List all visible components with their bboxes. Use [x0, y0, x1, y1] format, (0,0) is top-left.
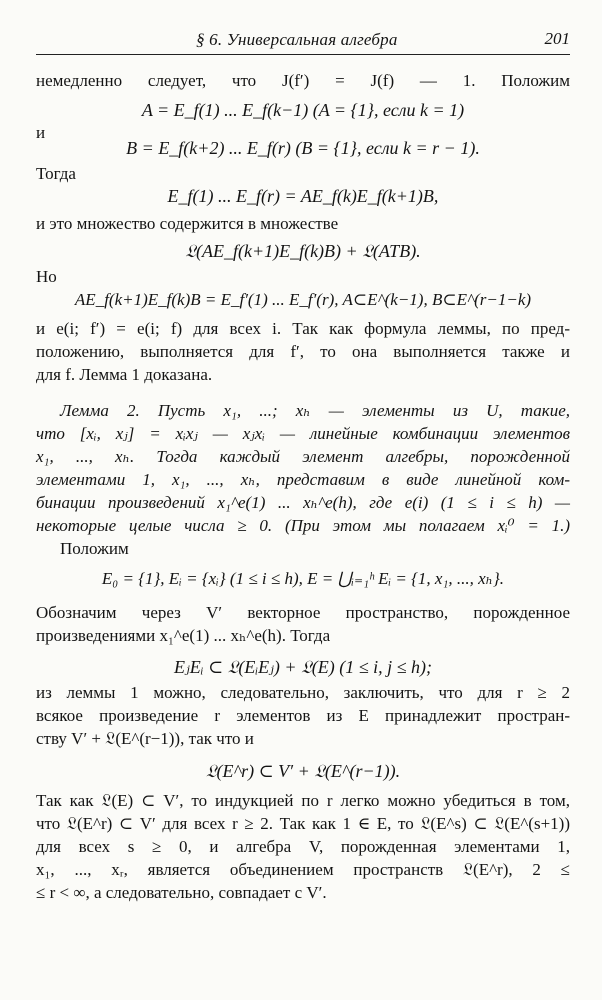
lemma-2-line: некоторые целые числа ≥ 0. (При этом мы полагаем xᵢ⁰ = 1.) [36, 516, 570, 535]
text-line: и [36, 123, 46, 142]
text-line: что 𝔏(E^r) ⊂ V′ для всех r ≥ 2. Так как 1 ∈ E, то 𝔏(E^s) ⊂ 𝔏(E^(s+1)) [36, 814, 570, 833]
running-header [36, 28, 570, 55]
text-line: для f. Лемма 1 доказана. [36, 365, 213, 384]
text-line: Обозначим через V′ векторное пространство, порожденное [36, 603, 570, 622]
text-line: x₁, ..., xᵣ, является объединением пространств 𝔏(E^r), 2 ≤ [36, 860, 570, 879]
formula-B: B = E_f(k+2) ... E_f(r) (B = {1}, если k = r − 1). [126, 138, 480, 158]
text-line: для всех s ≥ 0, и алгебра V, порожденная элементами 1, [36, 837, 570, 856]
text-line: Тогда [36, 164, 76, 183]
text-line: произведениями x₁^e(1) ... xₕ^e(h). Тогда [36, 626, 331, 645]
lemma-2-line: что [xᵢ, xⱼ] = xᵢxⱼ — xⱼxᵢ — линейные комбинации элементов [36, 424, 570, 443]
formula-A: A = E_f(1) ... E_f(k−1) (A = {1}, если k = 1) [141, 100, 465, 120]
text-line: и e(i; f′) = e(i; f) для всех i. Так как формула леммы, по пред- [36, 319, 570, 338]
page-number: 201 [544, 29, 570, 48]
text-line: ству V′ + 𝔏(E^(r−1)), так что и [36, 729, 254, 748]
formula-commutator: EⱼEᵢ ⊂ 𝔏(EᵢEⱼ) + 𝔏(E) (1 ≤ i, j ≤ h); [174, 657, 432, 677]
section-title: § 6. Универсальная алгебра [196, 30, 398, 49]
text-line: из леммы 1 можно, следовательно, заключить, что для r ≥ 2 [36, 683, 570, 702]
text-line: и это множество содержится в множестве [36, 214, 339, 233]
formula-inclusion: 𝔏(E^r) ⊂ V′ + 𝔏(E^(r−1)). [205, 761, 401, 781]
formula-product: E_f(1) ... E_f(r) = AE_f(k)E_f(k+1)B, [167, 186, 439, 206]
lemma-2-line: Лемма 2. Пусть x₁, ...; xₕ — элементы из U, такие, [60, 401, 570, 420]
text-line: немедленно следует, что J(f′) = J(f) — 1. Положим [36, 71, 570, 90]
lemma-2-line: бинации произведений x₁^e(1) ... xₕ^e(h), где e(i) (1 ≤ i ≤ h) — [36, 493, 570, 512]
text-line: Так как 𝔏(E) ⊂ V′, то индукцией по r легко можно убедиться в том, [36, 791, 570, 810]
lemma-2-line: элементами 1, x₁, ..., xₕ, представим в виде линейной ком- [36, 470, 570, 489]
formula-swap: AE_f(k+1)E_f(k)B = E_f′(1) ... E_f′(r), A⊂E^(k−1), B⊂E^(r−1−k) [74, 290, 532, 309]
formula-span: 𝔏(AE_f(k+1)E_f(k)B) + 𝔏(ATB). [185, 241, 421, 261]
lemma-2-line: x₁, ..., xₕ. Тогда каждый элемент алгебры, порожденной [36, 447, 570, 466]
text-line: всякое произведение r элементов из E принадлежит простран- [36, 706, 570, 725]
formula-union: E₀ = {1}, Eᵢ = {xᵢ} (1 ≤ i ≤ h), E = ⋃ᵢ₌₁ʰ Eᵢ = {1, x₁, ..., xₕ}. [101, 569, 505, 588]
text-line: положению, выполняется для f′, то она выполняется также и [36, 342, 570, 361]
text-line: Положим [60, 539, 129, 558]
text-line: Но [36, 267, 57, 286]
text-line: ≤ r < ∞, а следовательно, совпадает с V′. [36, 883, 327, 902]
